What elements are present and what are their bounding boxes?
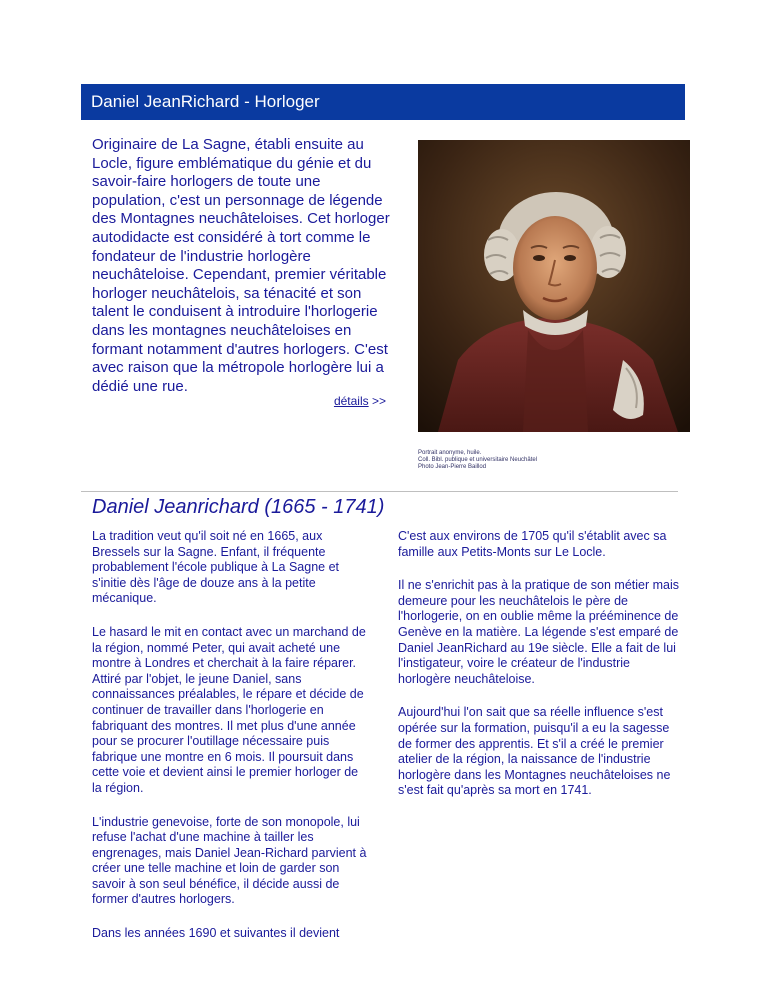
caption-line: Portrait anonyme, huile.	[418, 450, 482, 456]
details-link-row	[300, 394, 386, 408]
section-divider	[81, 491, 678, 492]
right-column	[398, 529, 683, 817]
section-title: Daniel Jeanrichard (1665 - 1741)	[92, 496, 385, 518]
left-column	[92, 529, 370, 960]
paragraph: Dans les années 1690 et suivantes il devient	[92, 926, 340, 941]
paragraph: L'industrie genevoise, forte de son monopole, lui refuse l'achat d'une machine à tailler les engrenages, mais Daniel Jean-Richard parvient à créer une telle machine et loin de garder son savoir à son seul bénéfice, il décide aussi de former d'autres horlogers.	[92, 814, 367, 907]
portrait-caption	[418, 450, 618, 471]
paragraph: Il ne s'enrichit pas à la pratique de son métier mais demeure pour les neuchâtelois le père de l'horlogerie, on en oublie même la prééminence de Genève en la matière. La légende s'est emparé de Daniel JeanRichard au 19e siècle. Elle a fait de lui l'instigateur, voire le créateur de l'industrie horlogère neuchâteloise.	[398, 578, 679, 686]
portrait-image	[418, 140, 690, 432]
page-header	[81, 84, 685, 120]
caption-line: Photo Jean-Pierre Baillod	[418, 464, 487, 470]
paragraph: Le hasard le mit en contact avec un marchand de la région, nommé Peter, qui avait acheté une montre à Londres et cherchait à la faire réparer. Attiré par l'objet, le jeune Daniel, sans connaissances préalables, le répare et décide de continuer de travailler dans l'horlogerie en fabriquant des montres. Il met plus d'une année pour se procurer l'outillage nécessaire puis fabrique une montre en 6 mois. Il poursuit dans cette voie et devient ainsi le premier horloger de la région.	[92, 624, 366, 795]
caption-line: Coll. Bibl. publique et universitaire Neuchâtel	[418, 457, 538, 463]
paragraph: La tradition veut qu'il soit né en 1665, aux Bressels sur la Sagne. Enfant, il fréquente probablement l'école publique à La Sagne et s'initie dès l'âge de douze ans à la petite mécanique.	[92, 529, 340, 606]
paragraph: Aujourd'hui l'on sait que sa réelle influence s'est opérée sur la formation, puisqu'il a eu la sagesse de former des apprentis. Et s'il a créé le premier atelier de la région, la naissance de l'industrie horlogère dans les Montagnes neuchâteloises ne s'est fait qu'après sa mort en 1741.	[398, 705, 671, 798]
details-link[interactable]: détails	[333, 394, 369, 408]
intro-paragraph: Originaire de La Sagne, établi ensuite au Locle, figure emblématique du génie et du savoir-faire horlogers de toute une population, c'est un personnage de légende des Montagnes neuchâteloises. Cet horloger autodidacte est considéré à tort comme le fondateur de l'industrie horlogère neuchâteloise. Cependant, premier véritable horloger neuchâtelois, sa ténacité et son talent le conduisent à introduire l'horlogerie dans les montagnes neuchâteloises en formant notamment d'autres horlogers. C'est avec raison que la métropole horlogère lui a dédié une rue.	[92, 136, 390, 395]
details-arrow: >>	[368, 394, 386, 408]
page-title: Daniel JeanRichard - Horloger	[91, 92, 320, 111]
paragraph: C'est aux environs de 1705 qu'il s'établit avec sa famille aux Petits-Monts sur Le Locle.	[398, 529, 667, 559]
